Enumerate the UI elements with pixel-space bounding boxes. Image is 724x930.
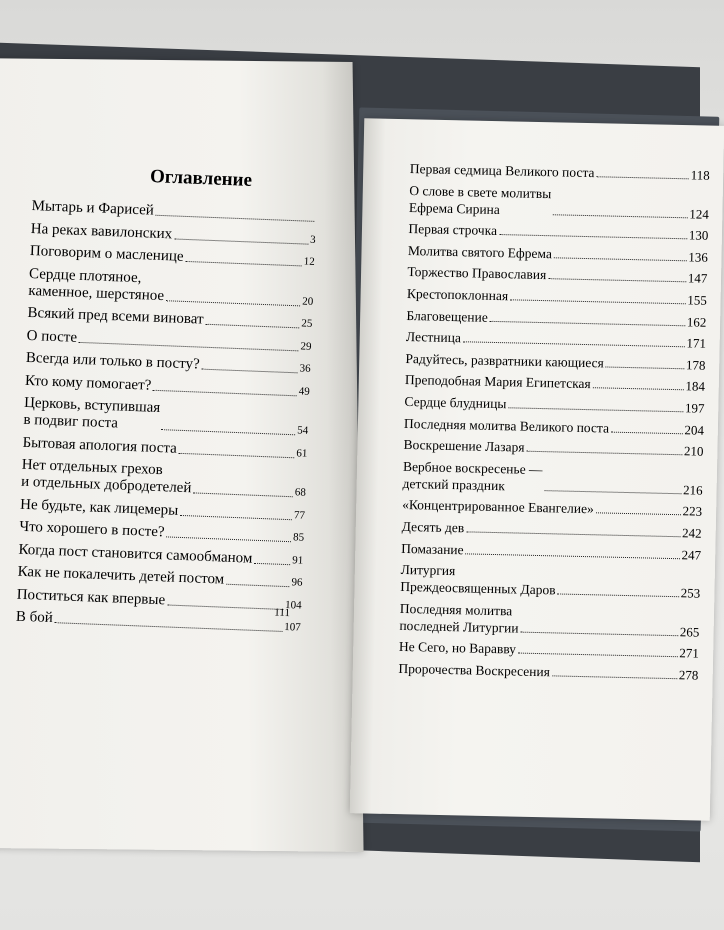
- toc-entry-title: Поговорим о масленице: [29, 242, 184, 265]
- toc-entry: [406, 328, 706, 352]
- toc-entry-title: О слове в свете молитвы Ефрема Сирина: [408, 182, 552, 217]
- toc-entry-title: Не будьте, как лицемеры: [19, 496, 179, 519]
- toc-leader-dots: [167, 604, 283, 609]
- toc-entry: [399, 600, 700, 641]
- toc-entry: [402, 458, 703, 499]
- toc-entry-page: 104: [284, 598, 302, 612]
- toc-entry-page: 210: [683, 443, 704, 459]
- toc-entry-page: 223: [682, 503, 703, 520]
- toc-leader-dots: [611, 431, 682, 434]
- toc-entry-page: 216: [682, 482, 703, 498]
- toc-leader-dots: [490, 320, 685, 325]
- toc-leader-dots: [508, 407, 682, 412]
- toc-entry-title: Кто кому помогает?: [24, 372, 152, 394]
- toc-entry-title: В бой: [15, 608, 54, 627]
- toc-entry: [407, 263, 707, 287]
- toc-entry-page: 54: [297, 424, 309, 437]
- toc-leader-dots: [526, 451, 681, 456]
- toc-entry-title: Первая строчка: [408, 221, 498, 239]
- toc-entry: [403, 436, 703, 460]
- toc-entry: [404, 393, 704, 417]
- toc-entry: [405, 371, 705, 395]
- toc-entry-page: 136: [688, 249, 709, 265]
- toc-leader-dots: [466, 531, 680, 537]
- toc-entry-title: Лестница: [405, 329, 462, 346]
- toc-entry-title: Последняя молитва последней Литургии: [399, 600, 519, 636]
- toc-entry-page: 3: [309, 233, 316, 246]
- toc-left-list: [15, 198, 316, 642]
- toc-entry-page: 253: [680, 585, 701, 601]
- toc-leader-dots: [593, 388, 684, 391]
- toc-leader-dots: [606, 366, 684, 369]
- toc-entry-page: 36: [299, 362, 311, 375]
- toc-entry-title: Не Сего, но Варавву: [398, 639, 517, 657]
- toc-last-page-number: 111: [274, 606, 291, 620]
- toc-leader-dots: [596, 513, 681, 516]
- toc-entry-page: 91: [292, 553, 304, 567]
- toc-leader-dots: [166, 536, 291, 542]
- toc-entry: [400, 561, 701, 602]
- toc-right-list: [398, 160, 710, 688]
- toc-entry-title: Преподобная Мария Египетская: [404, 372, 591, 392]
- toc-leader-dots: [544, 490, 681, 494]
- toc-leader-dots: [466, 553, 680, 559]
- toc-entry-title: Как не покалечить детей постом: [17, 563, 225, 588]
- toc-entry-page: 96: [291, 576, 303, 589]
- toc-entry-title: Бытовая апология поста: [22, 434, 178, 457]
- toc-title: Оглавление: [149, 166, 253, 191]
- toc-leader-dots: [185, 261, 301, 266]
- toc-entry-page: 29: [300, 339, 312, 353]
- toc-entry-title: Когда пост становится самообманом: [18, 541, 253, 567]
- toc-entry-page: 118: [690, 167, 710, 183]
- toc-entry: [401, 539, 701, 563]
- toc-entry: [405, 350, 705, 374]
- toc-entry: [407, 285, 707, 309]
- toc-entry: [15, 606, 301, 637]
- toc-entry-title: Крестопоклонная: [406, 285, 509, 304]
- toc-leader-dots: [55, 622, 282, 632]
- toc-entry: [23, 395, 309, 440]
- toc-entry: [21, 457, 307, 502]
- toc-leader-dots: [180, 514, 292, 519]
- toc-leader-dots: [596, 176, 688, 179]
- toc-entry-page: 247: [681, 546, 702, 563]
- toc-leader-dots: [518, 653, 677, 658]
- toc-entry-page: 271: [679, 645, 700, 661]
- toc-leader-dots: [179, 452, 295, 457]
- toc-entry: [28, 265, 314, 310]
- toc-leader-dots: [193, 492, 293, 497]
- toc-leader-dots: [510, 299, 685, 304]
- toc-leader-dots: [254, 562, 290, 564]
- toc-entry: [409, 182, 710, 223]
- toc-leader-dots: [79, 341, 299, 350]
- toc-entry-page: 49: [298, 384, 311, 398]
- toc-leader-dots: [463, 341, 685, 347]
- toc-entry-page: 197: [684, 400, 705, 416]
- toc-entry-title: Последняя молитва Великого поста: [403, 415, 610, 436]
- toc-entry-title: Что хорошего в посте?: [19, 518, 165, 541]
- toc-leader-dots: [554, 257, 686, 261]
- toc-entry-page: 107: [283, 621, 301, 634]
- toc-entry-title: На реках вавилонских: [30, 220, 173, 242]
- toc-entry-page: 61: [296, 446, 308, 460]
- toc-entry-page: 12: [303, 255, 315, 268]
- toc-entry-title: Вербное воскресенье — детский праздник: [402, 458, 543, 493]
- toc-entry-page: 85: [292, 531, 305, 544]
- toc-entry-title: Поститься как впервые: [16, 586, 166, 608]
- toc-entry-title: «Концентрированное Евангелие»: [402, 497, 594, 517]
- toc-leader-dots: [499, 234, 687, 239]
- toc-entry: [404, 414, 704, 438]
- toc-entry-title: Помазание: [401, 540, 464, 557]
- toc-leader-dots: [166, 300, 300, 306]
- toc-entry-title: Воскрешение Лазаря: [403, 437, 525, 455]
- toc-leader-dots: [548, 279, 686, 283]
- toc-entry-page: 77: [293, 508, 306, 522]
- toc-entry: [401, 518, 701, 542]
- toc-entry-title: Пророчества Воскресения: [398, 660, 551, 680]
- toc-leader-dots: [205, 324, 299, 329]
- toc-leader-dots: [156, 215, 315, 222]
- toc-entry-title: О посте: [26, 327, 78, 346]
- toc-entry: [408, 242, 708, 266]
- toc-leader-dots: [153, 389, 296, 396]
- toc-entry-page: 155: [687, 292, 708, 308]
- toc-entry-page: 25: [301, 317, 313, 330]
- toc-entry-page: 124: [689, 205, 710, 222]
- toc-entry-title: Первая седмица Великого поста: [409, 160, 595, 181]
- toc-leader-dots: [520, 631, 677, 636]
- toc-leader-dots: [552, 675, 677, 679]
- toc-leader-dots: [553, 214, 688, 218]
- toc-entry-page: 20: [302, 294, 314, 308]
- toc-leader-dots: [557, 594, 678, 598]
- toc-entry-title: Всегда или только в посту?: [25, 349, 200, 373]
- toc-entry-page: 171: [686, 335, 707, 351]
- toc-entry-page: 184: [685, 378, 706, 395]
- toc-entry: [406, 307, 706, 331]
- toc-entry-title: Нет отдельных грехов и отдельных добродетелей: [20, 456, 192, 497]
- toc-entry-page: 178: [685, 357, 706, 373]
- toc-entry-title: Всякий пред всеми виноват: [27, 304, 204, 328]
- toc-entry-page: 265: [679, 623, 700, 640]
- toc-entry-page: 162: [686, 313, 707, 330]
- toc-entry: [402, 496, 702, 520]
- toc-leader-dots: [161, 429, 295, 435]
- toc-entry-title: Благовещение: [406, 307, 489, 325]
- toc-entry-title: Торжество Православия: [407, 264, 547, 283]
- toc-entry-title: Молитва святого Ефрема: [407, 242, 553, 262]
- toc-entry: [399, 638, 699, 662]
- toc-entry: [398, 660, 698, 684]
- toc-leader-dots: [174, 238, 308, 244]
- toc-entry-title: Радуйтесь, развратники кающиеся: [405, 350, 605, 371]
- toc-entry-page: 147: [687, 270, 708, 287]
- toc-entry-page: 204: [684, 421, 705, 438]
- toc-entry-page: 242: [681, 525, 702, 541]
- toc-entry-title: Церковь, вступившая в подвиг поста: [23, 394, 161, 432]
- toc-entry-page: 278: [678, 667, 699, 683]
- toc-entry: [408, 220, 708, 244]
- toc-entry-title: Сердце блудницы: [404, 393, 507, 412]
- toc-entry-title: Мытарь и Фарисей: [31, 198, 155, 219]
- toc-leader-dots: [201, 369, 297, 374]
- toc-entry-title: Сердце плотяное, каменное, шерстяное: [28, 265, 165, 304]
- toc-leader-dots: [226, 584, 289, 587]
- toc-entry-title: Десять дев: [401, 518, 465, 536]
- toc-entry-page: 130: [688, 227, 709, 243]
- toc-entry-title: Литургия Преждеосвященных Даров: [400, 561, 556, 598]
- toc-entry-page: 68: [294, 486, 307, 499]
